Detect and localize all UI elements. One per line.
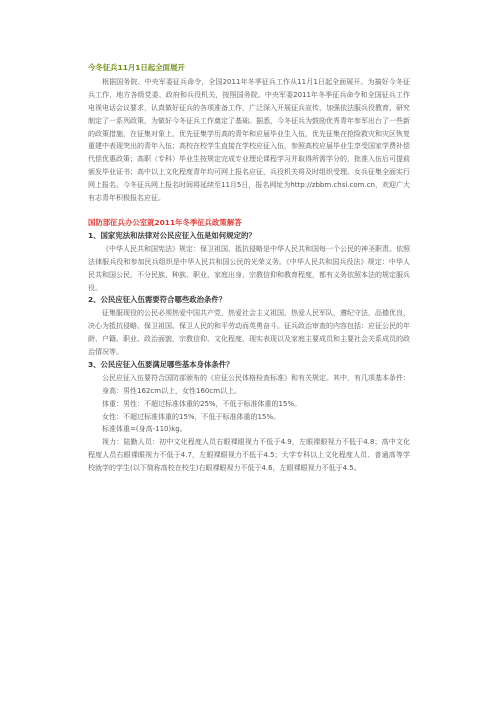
- female-weight-requirement: 女性：不超过标准体重的15%，不低于标准体重的15%。: [102, 412, 281, 421]
- question-1-answer: 《中华人民共和国宪法》规定：保卫祖国、抵抗侵略是中华人民共和国每一个公民的神圣职责。依照法律服兵役和参加民兵组织是中华人民共和国公民的光荣义务。《中华人民共和国兵役法》规定：中华人民共和国公民，不分民族、种族、职业、家庭出身、宗教信仰和教育程度，都有义务依照本法的规定服兵役。: [88, 244, 410, 292]
- section2-heading: 国防部征兵办公室就2011年冬季征兵政策解答: [88, 217, 242, 227]
- standard-weight-formula: 标准体重=(身高-110)kg。: [102, 425, 187, 434]
- male-weight-requirement: 体重：男性：不超过标准体重的25%，不低于标准体重的15%。: [102, 399, 302, 408]
- vision-requirement: 视力：陆勤人员：初中文化程度人员右眼裸眼视力不低于4.9，左眼裸眼视力不低于4.8；高中文化程度人员右眼裸眼视力不低于4.7，左眼裸眼视力不低于4.5；大学专科以上文化程度人员、普通高等学校就学的学生(以下简称高校在校生)右眼裸眼视力不低于4.6，左眼裸眼视力不低于4.5。: [88, 438, 410, 473]
- height-requirement: 身高：男性162cm以上，女性160cm以上。: [102, 386, 242, 395]
- document-content: [88, 62, 410, 475]
- question-1-heading: 1、国家宪法和法律对公民应征入伍是如何规定的？: [88, 230, 256, 240]
- section1-body: 根据国务院、中央军委征兵命令，全国2011年冬季征兵工作从11月1日起全面展开。为搞好今冬征兵工作，地方各级党委、政府和兵役机关，按照国务院、中央军委2011年冬季征兵命令和全国征兵工作电视电话会议要求，认真做好征兵的各项准备工作，广泛深入开展征兵宣传，加强依法服兵役教育，研究制定了一系列政策，为做好今冬征兵工作奠定了基础。据悉，今冬征兵为鼓励优秀青年参军出台了一些新的政策措施，在征集对象上，优先征集学历高的青年和应届毕业生入伍，优先征集在抢险救灾和灾区恢复重建中表现突出的青年入伍；高校在校学生直接在学校应征入伍，参照高校应届毕业生享受国家学费补偿代偿优惠政策；高职（专科）毕业生按规定完成专业理论课程学习并取得所需学分的，批准入伍后可提前颁发毕业证书；高中以上文化程度青年均可网上报名应征，兵役机关将及时组织受理。女兵征集全面实行网上报名。今冬征兵网上报名时间将延续至11月5日，报名网址为http://zbbm.chsi.com.cn，欢迎广大有志青年积极报名应征。: [88, 77, 410, 203]
- question-2-heading: 2、公民应征入伍需要符合哪些政治条件？: [88, 295, 227, 305]
- question-2-answer: 征集服现役的公民必须热爱中国共产党，热爱社会主义祖国，热爱人民军队，遵纪守法，品德优良，决心为抵抗侵略、保卫祖国、保卫人民的和平劳动而英勇奋斗。征兵政治审查的内容包括：应征公民的年龄、户籍、职业、政治面貌、宗教信仰、文化程度、现实表现以及家庭主要成员和主要社会关系成员的政治情况等。: [88, 309, 410, 357]
- question-3-heading: 3、公民应征入伍要满足哪些基本身体条件？: [88, 359, 234, 369]
- question-3-intro: 公民应征入伍要符合国防部颁布的《应征公民体格检查标准》和有关规定。其中，有几项基本条件：: [102, 373, 410, 382]
- section1-heading: 今冬征兵11月1日起全面展开: [88, 63, 185, 72]
